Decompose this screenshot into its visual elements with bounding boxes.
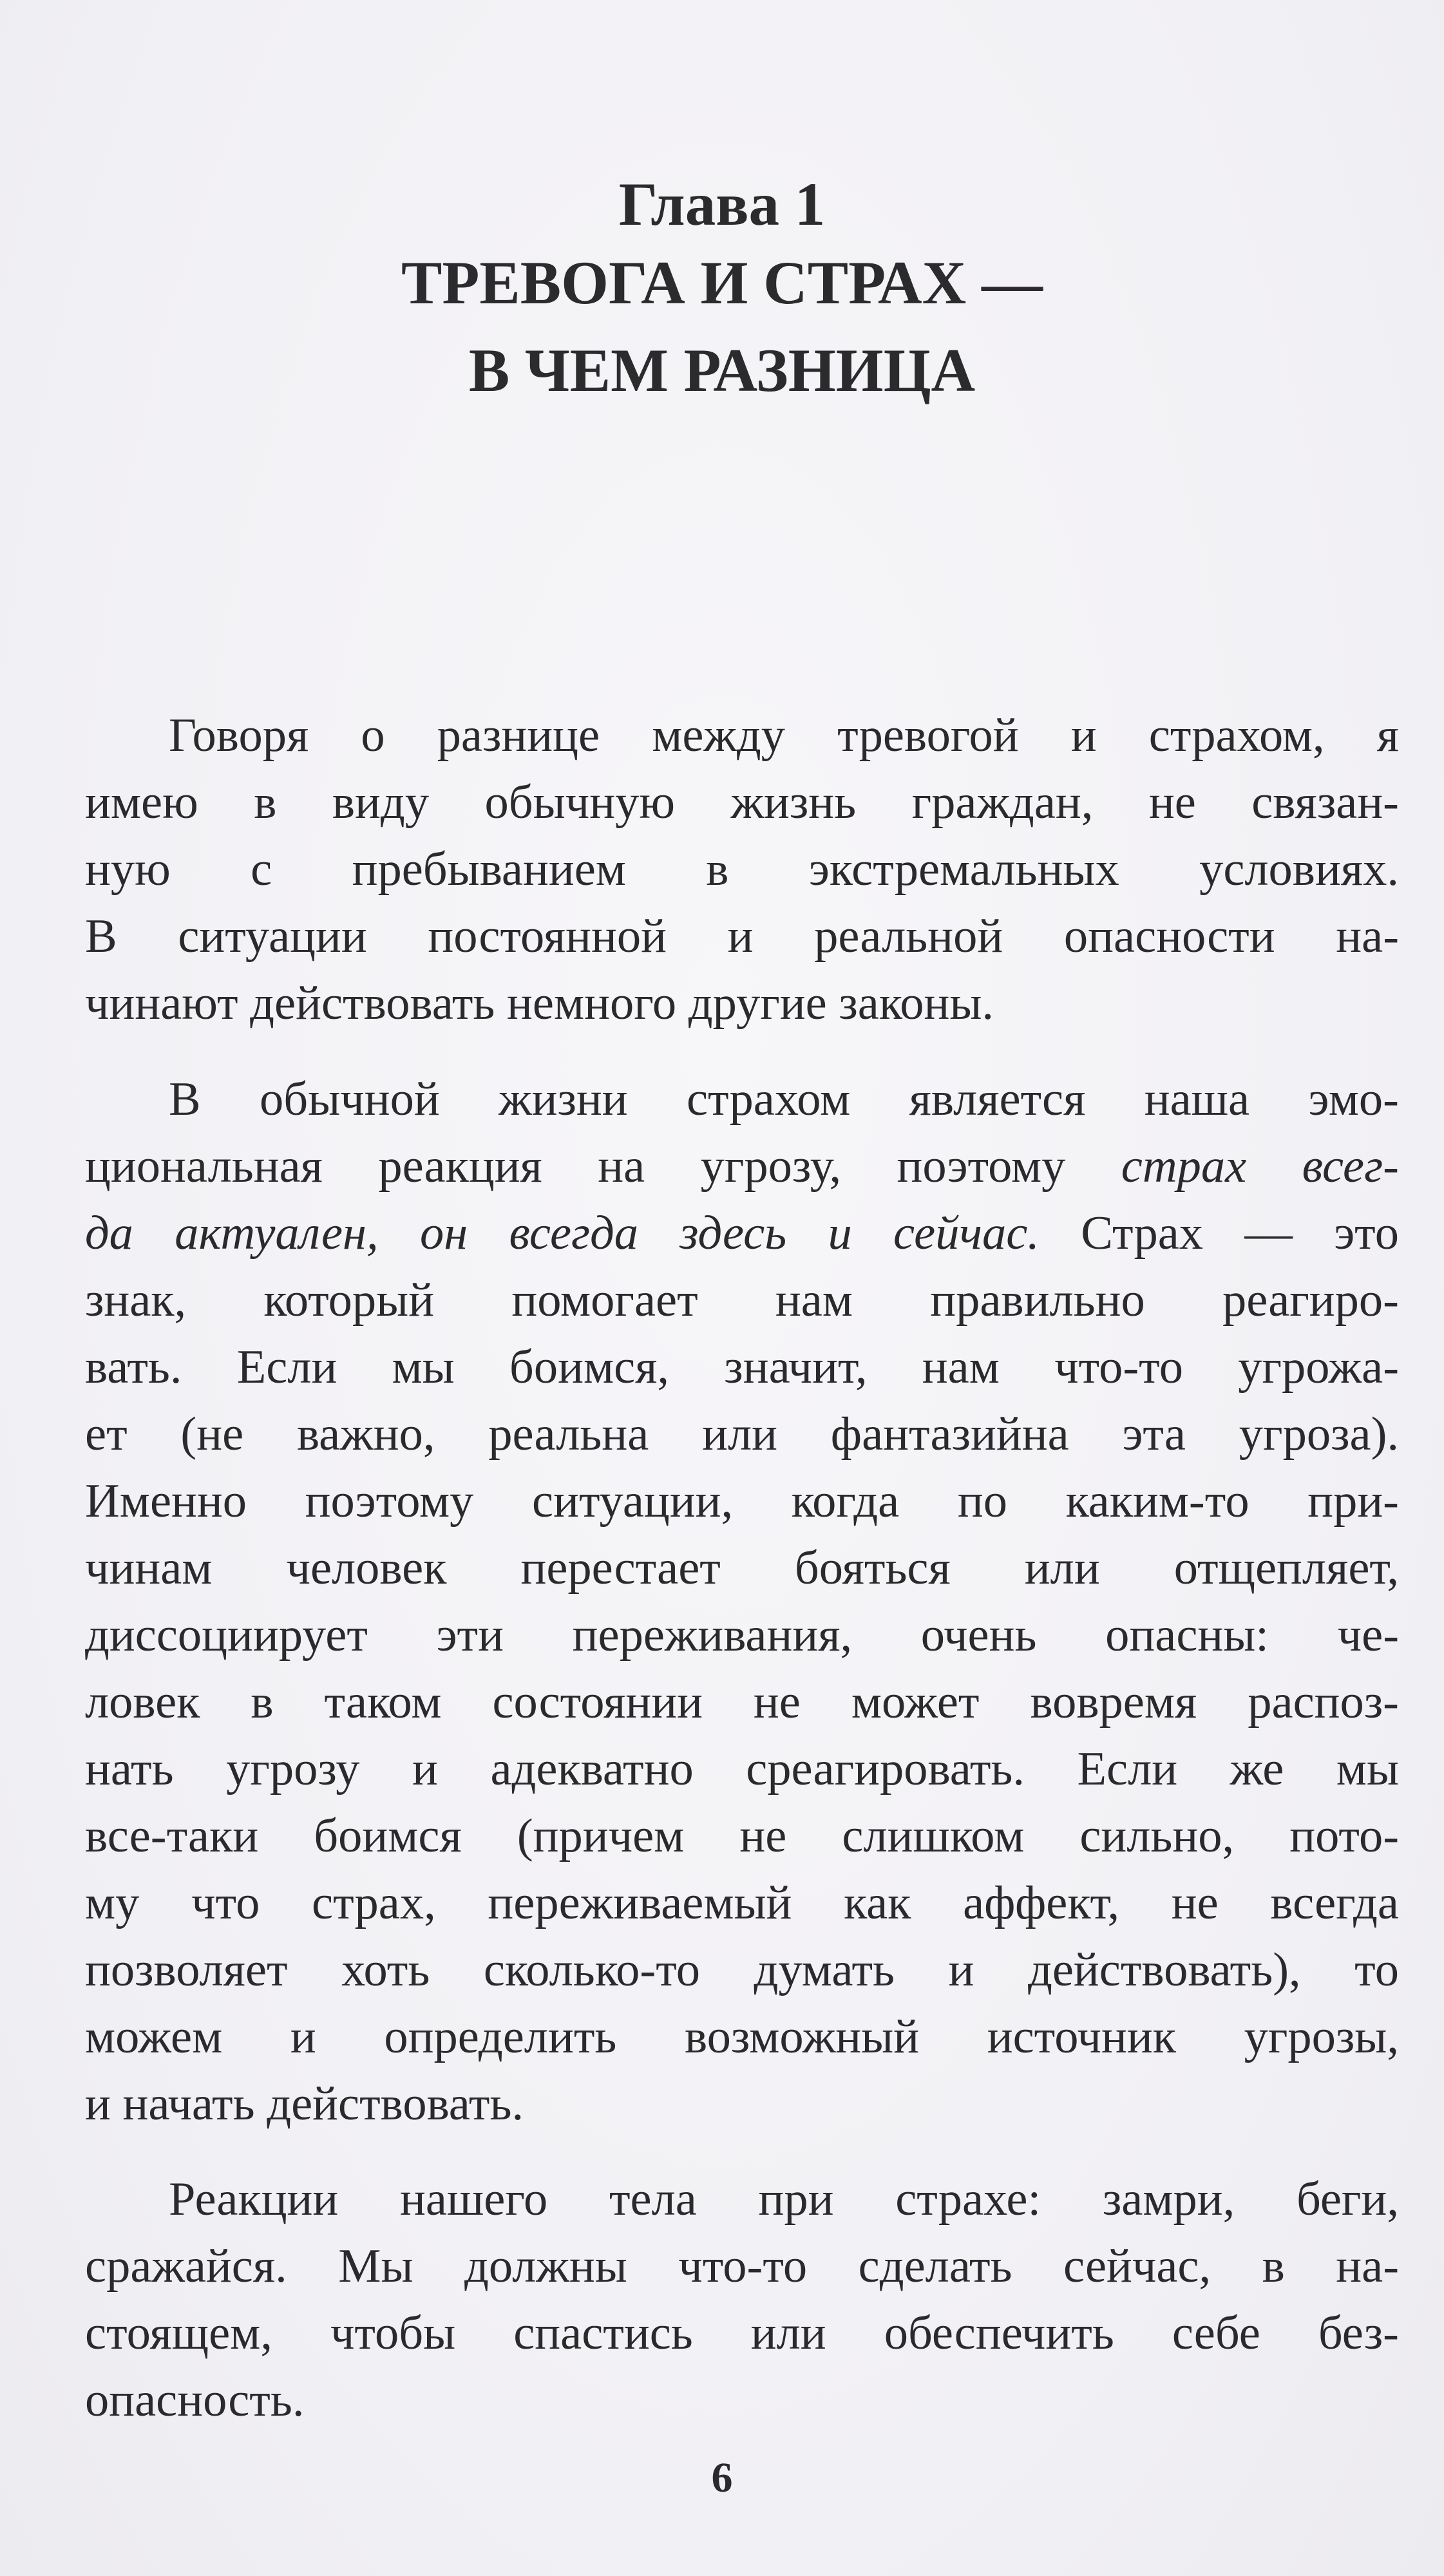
text-line: можем и определить возможный источник угрозы, <box>85 2011 1399 2063</box>
text-line: сражайся. Мы должны что-то сделать сейчас, в на- <box>85 2240 1399 2293</box>
text-line: ет (не важно, реальна или фантазийна эта угроза). <box>85 1408 1399 1461</box>
text-line: чинам человек перестает бояться или отщепляет, <box>85 1542 1399 1595</box>
chapter-title-line-2: В ЧЕМ РАЗНИЦА <box>468 336 976 404</box>
text-line: имею в виду обычную жизнь граждан, не связан- <box>85 776 1399 829</box>
text-line: и начать действовать. <box>85 2078 524 2130</box>
text-line: знак, который помогает нам правильно реагиро- <box>85 1274 1399 1327</box>
italic-text-span: да актуален, он всегда здесь и сейчас. <box>85 1207 1040 1260</box>
text-line: ную с пребыванием в экстремальных условиях. <box>85 843 1399 896</box>
text-line <box>85 1209 1399 1258</box>
chapter-title-line-1: ТРЕВОГА И СТРАХ — <box>401 249 1043 317</box>
text-line: Говоря о разнице между тревогой и страхом, я <box>169 709 1399 762</box>
text-line: Реакции нашего тела при страхе: замри, беги, <box>169 2173 1399 2226</box>
text-line: позволяет хоть сколько-то думать и действовать), то <box>85 1944 1399 1996</box>
text-line: чинают действовать немного другие законы. <box>85 977 994 1030</box>
text-line: ловек в таком состоянии не может вовремя распоз- <box>85 1676 1399 1728</box>
text-span: циональная реакция на угрозу, поэтому <box>85 1140 1121 1193</box>
text-line: диссоциирует эти переживания, очень опасны: че- <box>85 1609 1399 1662</box>
text-line: вать. Если мы боимся, значит, нам что-то угрожа- <box>85 1341 1399 1394</box>
text-line: стоящем, чтобы спастись или обеспечить себе без- <box>85 2307 1399 2360</box>
text-line: В ситуации постоянной и реальной опасности на- <box>85 910 1399 963</box>
chapter-number: Глава 1 <box>618 170 826 238</box>
text-line: все-таки боимся (причем не слишком сильно, пото- <box>85 1810 1399 1862</box>
text-line: му что страх, переживаемый как аффект, не всегда <box>85 1877 1399 1929</box>
text-span: Страх — это <box>1039 1207 1399 1260</box>
page-number: 6 <box>711 2454 733 2501</box>
text-line: опасность. <box>85 2374 305 2427</box>
text-line: Именно поэтому ситуации, когда по каким-то при- <box>85 1475 1399 1528</box>
italic-text-span: страх всег- <box>1121 1140 1399 1193</box>
text-line: В обычной жизни страхом является наша эмо- <box>169 1073 1399 1126</box>
text-line <box>85 1142 1399 1191</box>
text-line: нать угрозу и адекватно среагировать. Если же мы <box>85 1743 1399 1795</box>
